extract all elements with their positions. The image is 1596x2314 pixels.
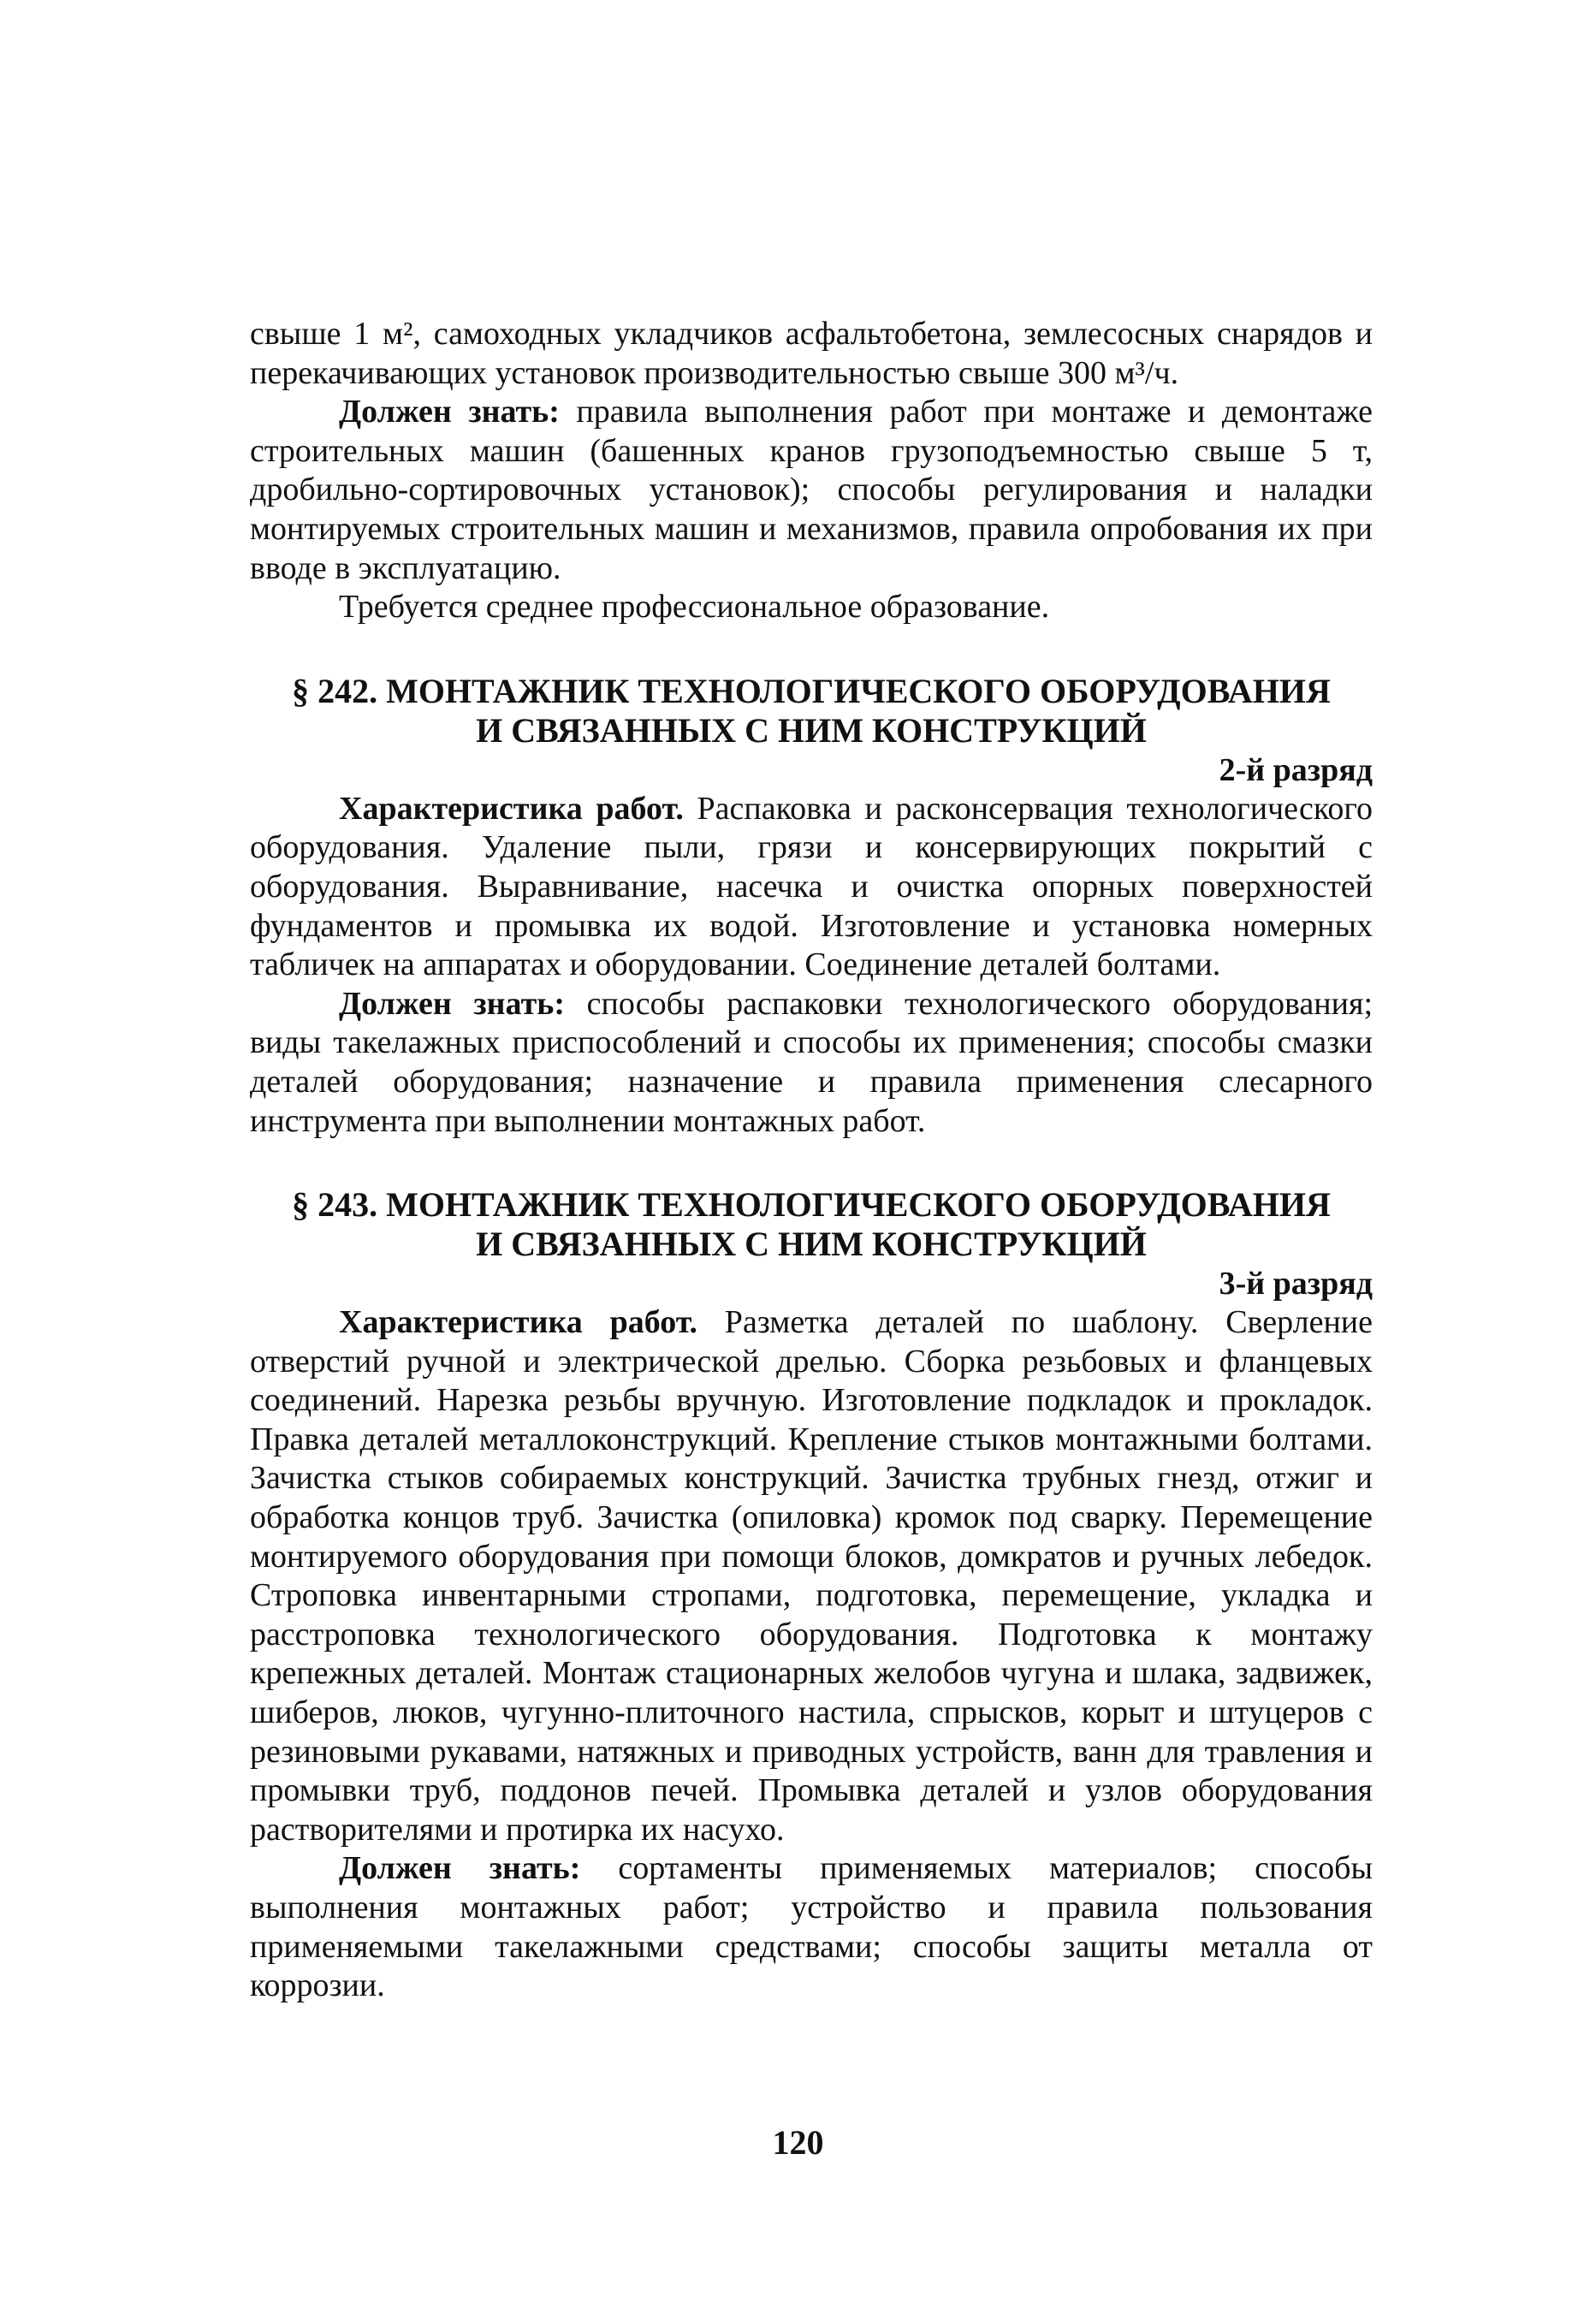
must-know-text: правила выполнения работ при монтаже и демонтаже строительных машин (башенных кранов грузоподъемностью свыше 5 т, дробильно-сортировочных установок); способы регулирования и наладки монтируемых строительных машин и механизмов, правила опробования их при вводе в эксплуатацию. [250,394,1374,586]
page-number: 120 [772,2123,824,2162]
page-body [250,315,1373,2006]
must-know-label: Должен знать: [339,394,560,430]
section-242-title-line1: § 242. МОНТАЖНИК ТЕХНОЛОГИЧЕСКОГО ОБОРУДОВАНИЯ [292,671,1331,710]
section-242-heading [250,672,1373,751]
section-243-title-line1: § 243. МОНТАЖНИК ТЕХНОЛОГИЧЕСКОГО ОБОРУДОВАНИЯ [292,1185,1331,1225]
must-know-label: Должен знать: [339,1850,581,1887]
section-242-grade: 2-й разряд [1219,751,1373,788]
intro-line: свыше 1 м², самоходных укладчиков асфальтобетона, землесосных снарядов и перекачивающих установок производительностью свыше 300 м³/ч. [250,316,1373,391]
section-242-title-line2: И СВЯЗАННЫХ С НИМ КОНСТРУКЦИЙ [476,710,1147,750]
characteristics-text: Распаковка и расконсервация технологического оборудования. Удаление пыли, грязи и консервирующих покрытий с оборудования. Выравнивание, насечка и очистка опорных поверхностей фундаментов и промывка их водой. Изготовление и установка номерных табличек на аппаратах и оборудовании. Соединение деталей болтами. [250,790,1374,983]
section-243-characteristics [250,1303,1373,1849]
characteristics-label: Характеристика работ. [339,1304,698,1341]
must-know-text: сортаменты применяемых материалов; способы выполнения монтажных работ; устройство и правила пользования применяемыми такелажными средствами; способы защиты металла от коррозии. [250,1850,1373,2004]
section-243-heading [250,1185,1373,1264]
characteristics-label: Характеристика работ. [339,790,684,827]
section-243-title-line2: И СВЯЗАННЫХ С НИМ КОНСТРУКЦИЙ [476,1225,1147,1264]
characteristics-text: Разметка деталей по шаблону. Сверление отверстий ручной и электрической дрелью. Сборка резьбовых и фланцевых соединений. Нарезка резьбы вручную. Изготовление подкладок и прокладок. Правка деталей металлоконструкций. Крепление стыков монтажными болтами. Зачистка стыков собираемых конструкций. Зачистка трубных гнезд, отжиг и обработка концов труб. Зачистка (опиловка) кромок под сварку. Перемещение монтируемого оборудования при помощи блоков, домкратов и ручных лебедок. Строповка инвентарными стропами, подготовка, перемещение, укладка и расстроповка технологического оборудования. Подготовка к монтажу крепежных деталей. Монтаж стационарных желобов чугуна и шлака, задвижек, шиберов, люков, чугунно-плиточного настила, спрысков, корыт и штуцеров с резиновыми рукавами, натяжных и приводных устройств, ванн для травления и промывки труб, поддонов печей. Промывка деталей и узлов оборудования растворителями и протирка их насухо. [250,1304,1373,1848]
must-know-text: способы распаковки технологического оборудования; виды такелажных приспособлений и способы их применения; способы смазки деталей оборудования; назначение и правила применения слесарного инструмента при выполнении монтажных работ. [250,985,1374,1139]
section-243-grade: 3-й разряд [1219,1266,1373,1302]
section-243-must-know [250,1849,1373,2005]
section-242-must-know [250,985,1373,1141]
must-know-label: Должен знать: [339,985,565,1022]
intro-continuation [250,315,1373,393]
education-requirement: Требуется среднее профессиональное образование. [339,589,1050,626]
intro-must-know [250,393,1373,588]
section-242-characteristics [250,790,1373,985]
